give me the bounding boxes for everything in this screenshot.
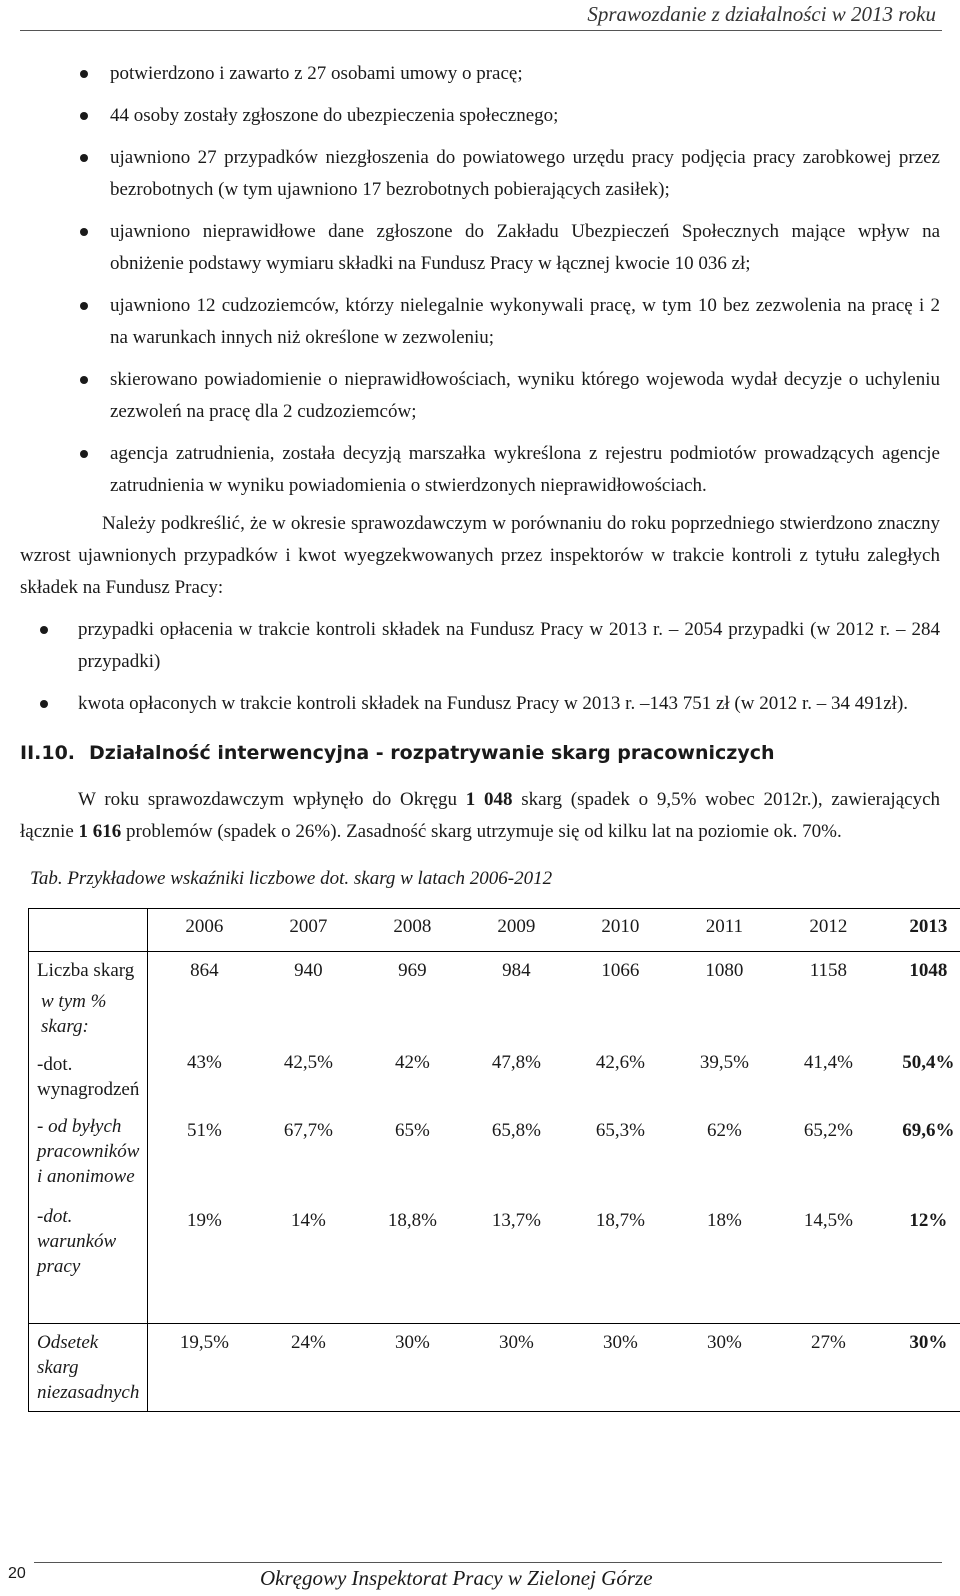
year-header: 2013 — [909, 916, 948, 937]
table-caption: Tab. Przykładowe wskaźniki liczbowe dot. skarg w latach 2006-2012 — [30, 868, 553, 889]
values-cell: 19,5% 24% 30% 30% 30% 30% 27% 30% — [148, 1324, 960, 1412]
bullet-icon — [80, 70, 88, 78]
list-item: agencja zatrudnienia, została decyzją marszałka wykreślona z rejestru podmiotów prowadzących agencje zatrudnienia w wyniku powiadomienia o stwierdzonych nieprawidłowościach. — [0, 438, 960, 502]
page-content — [0, 58, 960, 1412]
complaints-paragraph: W roku sprawozdawczym wpłynęło do Okręgu 1 048 skarg (spadek o 9,5% wobec 2012r.), zawierających łącznie 1 616 problemów (spadek o 26%). Zasadność skarg utrzymuje się od kilku lat na poziomie ok. 70%. — [20, 789, 941, 842]
section-heading — [20, 742, 960, 764]
table-corner-cell — [29, 909, 148, 952]
row-label: Liczba skarg w tym % skarg: -dot. wynagrodzeń - od byłych pracowników i anonimowe -dot. warunków pracy — [29, 952, 148, 1324]
row-label: Odsetek skarg niezasadnych — [29, 1324, 148, 1412]
values-cell — [148, 952, 960, 1324]
list-item: 44 osoby zostały zgłoszone do ubezpieczenia społecznego; — [0, 100, 960, 132]
year-header: 2006 — [185, 916, 224, 937]
bullet-icon — [80, 450, 88, 458]
table-row — [29, 1324, 960, 1412]
year-header: 2007 — [289, 916, 328, 937]
table-row — [29, 909, 960, 952]
list-item: kwota opłaconych w trakcie kontroli składek na Fundusz Pracy w 2013 r. –143 751 zł (w 2012 r. – 34 491zł). — [0, 688, 960, 720]
year-header: 2012 — [809, 916, 848, 937]
bullet-icon — [80, 112, 88, 120]
list-item: skierowano powiadomienie o nieprawidłowościach, wyniku którego wojewoda wydał decyzje o uchyleniu zezwoleń na pracę dla 2 cudzoziemców; — [0, 364, 960, 428]
list-item: przypadki opłacenia w trakcie kontroli składek na Fundusz Pracy w 2013 r. – 2054 przypadki (w 2012 r. – 284 przypadki) — [0, 614, 960, 678]
table-row — [29, 952, 960, 1324]
complaints-table — [28, 908, 960, 1412]
bullet-icon — [80, 228, 88, 236]
list-item: ujawniono 12 cudzoziemców, którzy nielegalnie wykonywali pracę, w tym 10 bez zezwolenia na pracę i 2 na warunkach innych niż określone w zezwoleniu; — [0, 290, 960, 354]
page-header-title: Sprawozdanie z działalności w 2013 roku — [587, 2, 936, 26]
summary-paragraph: Należy podkreślić, że w okresie sprawozdawczym w porównaniu do roku poprzedniego stwierdzono znaczny wzrost ujawnionych przypadków i kwot wyegzekwowanych przez inspektorów w trakcie kontroli z tytułu zaległych składek na Fundusz Pracy: — [20, 513, 940, 598]
list-item: potwierdzono i zawarto z 27 osobami umowy o pracę; — [0, 58, 960, 90]
year-header: 2010 — [601, 916, 640, 937]
contributions-list — [0, 614, 960, 720]
year-header: 2009 — [497, 916, 536, 937]
bullet-icon — [80, 376, 88, 384]
findings-list — [0, 58, 960, 502]
bullet-icon — [40, 626, 48, 634]
year-header: 2008 — [393, 916, 432, 937]
bullet-icon — [80, 302, 88, 310]
year-header: 2011 — [705, 916, 744, 937]
list-item: ujawniono nieprawidłowe dane zgłoszone do Zakładu Ubezpieczeń Społecznych mające wpływ na obniżenie podstawy wymiaru składki na Fundusz Pracy w łącznej kwocie 10 036 zł; — [0, 216, 960, 280]
bullet-icon — [40, 700, 48, 708]
section-title: Działalność interwencyjna - rozpatrywanie skarg pracowniczych — [89, 742, 775, 764]
row-values-wages: 43% 42,5% 42% 47,8% 42,6% 39,5% 41,4% 50,4% — [186, 1052, 955, 1073]
row-values-conditions: 19% 14% 18,8% 13,7% 18,7% 18% 14,5% 12% — [186, 1210, 948, 1231]
footer-title: Okręgowy Inspektorat Pracy w Zielonej Górze — [260, 1566, 653, 1590]
header-divider — [20, 30, 942, 31]
section-number: II.10. — [20, 742, 76, 764]
list-item: ujawniono 27 przypadków niezgłoszenia do powiatowego urzędu pracy podjęcia pracy zarobkowej przez bezrobotnych (w tym ujawniono 17 bezrobotnych pobierających zasiłek); — [0, 142, 960, 206]
row-values-former: 51% 67,7% 65% 65,8% 65,3% 62% 65,2% 69,6% — [186, 1120, 955, 1141]
row-values-count: 864 940 969 984 1066 1080 1158 1048 — [190, 960, 948, 981]
footer-divider — [34, 1562, 942, 1563]
page-number: 20 — [8, 1565, 26, 1582]
years-cell — [148, 909, 960, 952]
bullet-icon — [80, 154, 88, 162]
